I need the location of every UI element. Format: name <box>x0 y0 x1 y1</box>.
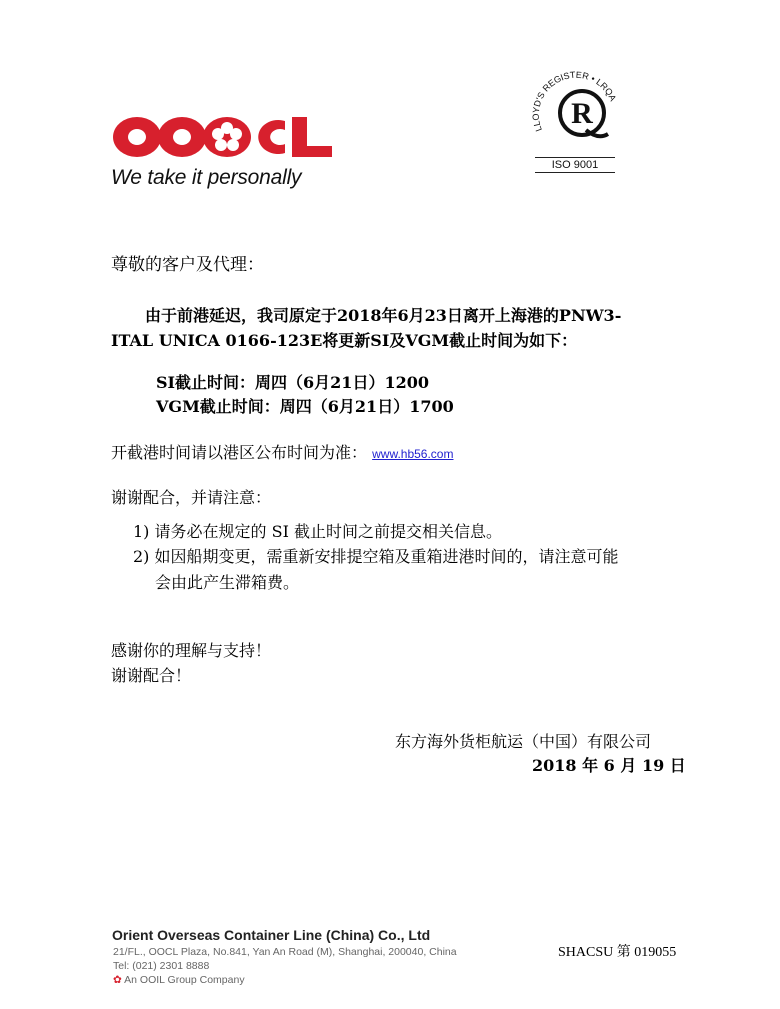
signature-company: 东方海外货柜航运（中国）有限公司 <box>395 732 652 751</box>
list-item-continuation: 会由此产生滞箱费。 <box>155 573 300 592</box>
item-number: 1) <box>133 522 150 541</box>
lrqa-arc-text: LLOYD'S REGISTER • LRQA <box>530 69 619 133</box>
paragraph-line-1: 由于前港延迟，我司原定于2018年6月23日离开上海港的PNW3- <box>145 306 622 325</box>
footer-tel: Tel: (021) 2301 8888 <box>113 960 210 972</box>
item-text: 请务必在规定的 SI 截止时间之前提交相关信息。 <box>154 522 502 541</box>
footer-group-text: An OOIL Group Company <box>124 974 245 986</box>
notice-line <box>111 442 453 465</box>
list-item <box>133 546 619 568</box>
notice-text: 开截港时间请以港区公布时间为准： <box>111 443 368 462</box>
vgm-cutoff: VGM截止时间：周四（6月21日）1700 <box>156 397 454 416</box>
request-line: 谢谢配合，并请注意： <box>111 488 272 507</box>
notice-link[interactable]: www.hb56.com <box>372 447 454 461</box>
footer-company: Orient Overseas Container Line (China) Co., Ltd <box>112 927 431 943</box>
signature-date: 2018 年 6 月 19 日 <box>532 756 686 775</box>
item-number: 2) <box>133 547 150 566</box>
salutation: 尊敬的客户及代理： <box>111 255 264 275</box>
footer-group <box>113 974 245 986</box>
item-text: 如因船期变更，需重新安排提空箱及重箱进港时间的，请注意可能 <box>154 547 619 566</box>
thanks-line-2: 谢谢配合！ <box>111 666 192 685</box>
oocl-logo-mark <box>110 108 340 168</box>
list-item <box>133 521 502 543</box>
thanks-line-1: 感谢你的理解与支持！ <box>111 641 272 660</box>
lrqa-r-icon: R <box>571 97 593 130</box>
reference-number: SHACSU 第 019055 <box>558 945 677 960</box>
paragraph-line-2: ITAL UNICA 0166-123E将更新SI及VGM截止时间为如下： <box>111 331 578 350</box>
tagline: We take it personally <box>111 166 302 189</box>
footer-address: 21/FL., OOCL Plaza, No.841, Yan An Road (M), Shanghai, 200040, China <box>113 946 457 958</box>
iso-label: ISO 9001 <box>535 157 615 173</box>
si-cutoff: SI截止时间：周四（6月21日）1200 <box>156 373 429 392</box>
plum-blossom-icon: ✿ <box>113 974 122 986</box>
